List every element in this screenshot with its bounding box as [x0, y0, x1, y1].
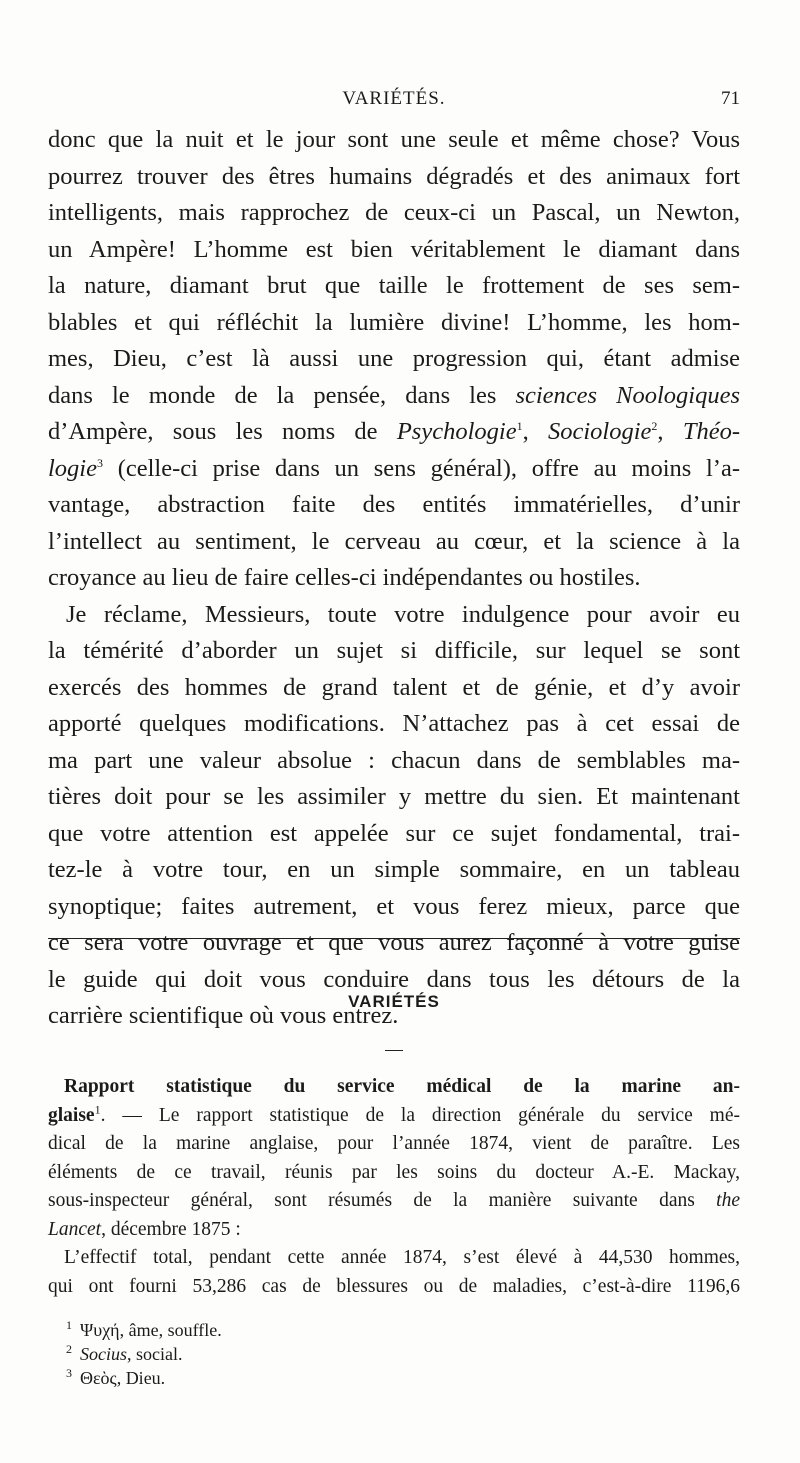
text-line: synoptique; faites autrement, et vous ferez mieux, parce que — [48, 892, 740, 920]
footnote-term: Ψυχή — [80, 1320, 120, 1340]
text-line: pourrez trouver des êtres humains dégradés et des animaux fort — [48, 162, 740, 190]
text-line: intelligents, mais rapprochez de ceux-ci un Pascal, un Newton, — [48, 199, 740, 226]
text-line: ce sera votre ouvrage et que vous aurez façonné à votre guise — [48, 929, 740, 956]
text-line: qui ont fourni 53,286 cas de blessures ou de maladies, c’est-à-dire 1196,6 — [48, 1275, 740, 1297]
text-line — [48, 1102, 740, 1131]
text-line: dical de la marine anglaise, pour l’année 1874, vient de paraître. Les — [48, 1133, 740, 1154]
italic-term: sciences Noologiques — [515, 381, 740, 409]
text-line: l’intellect au sentiment, le cerveau au cœur, et la science à la — [48, 527, 740, 555]
paragraph-2 — [48, 597, 740, 1035]
text-line: mes, Dieu, c’est là aussi une progression qui, étant admise — [48, 345, 740, 372]
text-run: , — [522, 418, 548, 445]
text-line: Je réclame, Messieurs, toute votre indulgence pour avoir eu — [66, 600, 740, 628]
footnote-term: Socius — [80, 1344, 127, 1364]
text-run: sous-inspecteur général, sont résumés de la manière suivante dans — [48, 1190, 717, 1211]
text-line: croyance au lieu de faire celles-ci indépendantes ou hostiles. — [48, 564, 641, 591]
section-divider — [48, 938, 740, 939]
text-line: apporté quelques modifications. N’attachez pas à cet essai de — [48, 710, 740, 737]
text-line: le guide qui doit vous conduire dans tous les détours de la — [48, 965, 740, 993]
text-line: blables et qui réfléchit la lumière divine! L’homme, les hom- — [48, 308, 740, 336]
italic-term: Théo- — [682, 418, 740, 445]
text-run: (celle-ci prise dans un sens général), offre au moins l’a- — [103, 454, 740, 482]
footnote-text: , social. — [127, 1344, 183, 1364]
footnote — [66, 1342, 726, 1366]
text-line — [48, 414, 740, 451]
footnote — [66, 1366, 726, 1390]
text-line — [48, 451, 740, 488]
text-line: la nature, diamant brut que taille le frottement de ses sem- — [48, 272, 740, 299]
italic-term: Psychologie — [396, 418, 517, 445]
footnotes — [66, 1318, 726, 1390]
footnote-mark: 1 — [66, 1318, 72, 1332]
footnote — [66, 1318, 726, 1342]
section-title: VARIÉTÉS — [348, 992, 440, 1011]
text-line: exercés des hommes de grand talent et de génie, et d’y avoir — [48, 673, 740, 701]
text-line: ma part une valeur absolue : chacun dans de semblables ma- — [48, 746, 740, 774]
text-run: . — Le rapport statistique de la direction générale du service mé- — [100, 1104, 740, 1126]
footnote-ref: 1 — [94, 1102, 101, 1116]
footnote-ref: 1 — [516, 418, 523, 433]
text-run: dans le monde de la pensée, dans les — [48, 381, 516, 409]
short-rule — [385, 1050, 403, 1051]
footnote-mark: 3 — [66, 1366, 72, 1380]
text-line: L’effectif total, pendant cette année 1874, s’est élevé à 44,530 hommes, — [64, 1247, 740, 1268]
text-line: tières doit pour se les assimiler y mettre du sien. Et maintenant — [48, 783, 740, 810]
italic-term: the — [716, 1190, 740, 1211]
paragraph-1 — [48, 122, 740, 597]
footnote-ref: 3 — [97, 455, 103, 470]
footnote-text: , âme, souffle. — [119, 1320, 222, 1340]
body-text — [48, 122, 740, 1035]
footnote-text: , Dieu. — [116, 1368, 166, 1388]
article-heading: Rapport statistique du service médical de la marine an- — [64, 1076, 740, 1097]
footnote-term: Θεὸς — [80, 1368, 117, 1388]
text-line: tez-le à votre tour, en un simple sommaire, en un tableau — [48, 856, 740, 883]
article — [48, 1073, 740, 1301]
italic-term: Lancet — [48, 1218, 102, 1240]
text-line — [48, 1187, 740, 1216]
text-line: la témérité d’aborder un sujet si difficile, sur lequel se sont — [48, 637, 740, 664]
italic-term: Sociologie — [548, 418, 652, 445]
text-line: carrière scientifique où vous entrez. — [48, 1002, 399, 1029]
footnote-mark: 2 — [66, 1342, 72, 1356]
text-run: d’Ampère, sous les noms de — [48, 418, 397, 445]
text-line: vantage, abstraction faite des entités immatérielles, d’unir — [48, 491, 740, 518]
text-run: , — [657, 418, 683, 445]
running-head — [48, 88, 740, 118]
text-line: donc que la nuit et le jour sont une seule et même chose? Vous — [48, 126, 740, 153]
text-run: , décembre 1875 : — [101, 1218, 241, 1240]
running-head-title: VARIÉTÉS. — [342, 88, 446, 109]
text-line — [48, 378, 740, 415]
text-line: éléments de ce travail, réunis par les soins du docteur A.-E. Mackay, — [48, 1161, 740, 1183]
text-line: un Ampère! L’homme est bien véritablement le diamant dans — [48, 235, 740, 263]
article-heading-end: glaise — [48, 1104, 95, 1126]
italic-term: logie — [48, 454, 97, 482]
text-line — [48, 1216, 740, 1245]
text-line: que votre attention est appelée sur ce sujet fondamental, trai- — [48, 819, 740, 847]
footnote-ref: 2 — [651, 418, 658, 433]
page-number: 71 — [721, 88, 740, 109]
